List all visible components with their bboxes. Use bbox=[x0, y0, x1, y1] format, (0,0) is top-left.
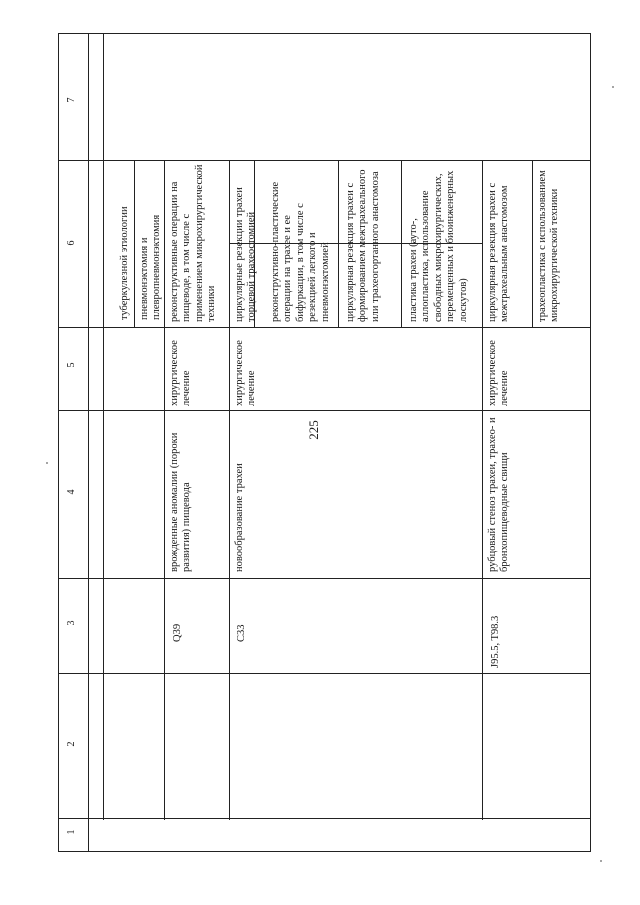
table-border-top bbox=[58, 33, 591, 34]
cell-treatment-method: реконструктивно-пластические операции на трахее и ее бифуркации, в том числе с резекцией легкого и пневмонэктомией bbox=[270, 181, 331, 322]
cell-treatment-type: хирургическое лечение bbox=[234, 340, 258, 406]
second-frame-line bbox=[103, 33, 104, 820]
column-header-7: 7 bbox=[66, 97, 77, 103]
column-header-2: 2 bbox=[66, 741, 77, 747]
cell-treatment-type: хирургическое лечение bbox=[487, 340, 511, 406]
col6-row0-divider bbox=[134, 160, 135, 327]
table-border-left bbox=[58, 33, 59, 852]
row-separator-3 bbox=[482, 160, 483, 820]
cell-treatment-type: хирургическое лечение bbox=[169, 340, 193, 406]
column-separator-2-1 bbox=[58, 818, 591, 819]
column-header-3: 3 bbox=[66, 620, 77, 626]
column-header-4: 4 bbox=[66, 489, 77, 495]
column-header-1: 1 bbox=[66, 829, 77, 835]
cell-treatment-method: туберкулезной этиологии bbox=[119, 206, 130, 320]
header-column-separator bbox=[88, 33, 89, 852]
cell-treatment-method: реконструктивные операции на пищеводе, в том числе с применением микрохирургической техники bbox=[169, 164, 218, 322]
cell-diagnosis: врожденные аномалии (пороки развития) пищевода bbox=[169, 432, 193, 572]
cell-code: J95.5, T98.3 bbox=[490, 615, 501, 668]
cell-code: Q39 bbox=[172, 623, 183, 642]
column-header-5: 5 bbox=[66, 362, 77, 368]
cell-diagnosis: новообразование трахеи bbox=[234, 463, 245, 572]
cell-treatment-method: циркулярная резекция трахеи с межтрахеальным анастомозом bbox=[487, 182, 511, 322]
column-separator-5-4 bbox=[58, 410, 591, 411]
column-separator-3-2 bbox=[58, 673, 591, 674]
cell-treatment-method: трахеопластика с использованием микрохирургической техники bbox=[537, 170, 561, 322]
scan-speck bbox=[46, 462, 48, 464]
scan-speck bbox=[600, 860, 602, 862]
col6-divider bbox=[401, 160, 402, 327]
cell-diagnosis: рубцовый стеноз трахеи, трахео- и бронхопищеводные свищи bbox=[487, 417, 511, 572]
scan-speck bbox=[612, 86, 614, 88]
table-border-right bbox=[590, 33, 591, 852]
table-border-bottom bbox=[58, 851, 591, 852]
cell-treatment-method: пластика трахеи (ауто-, аллопластика, использование свободных микрохирургических, перемещенных и биоинженерных лоскутов) bbox=[408, 170, 469, 322]
row-separator-2 bbox=[229, 160, 230, 820]
cell-treatment-method: циркулярная резекция трахеи с формированием межтрахеального или трахеогортанного анастомоза bbox=[345, 169, 381, 322]
page-number: 225 bbox=[306, 420, 321, 440]
column-header-6: 6 bbox=[66, 240, 77, 246]
col6-divider bbox=[532, 160, 533, 327]
row-separator-1 bbox=[164, 160, 165, 820]
cell-code: C33 bbox=[236, 624, 247, 642]
cell-treatment-method: пневмонэктомия и плевропневмонэктомия bbox=[139, 214, 163, 320]
col6-divider bbox=[338, 160, 339, 327]
column-separator-4-3 bbox=[58, 578, 591, 579]
cell-treatment-method: циркулярные резекции трахеи торцевой трахеостомией bbox=[234, 187, 258, 322]
